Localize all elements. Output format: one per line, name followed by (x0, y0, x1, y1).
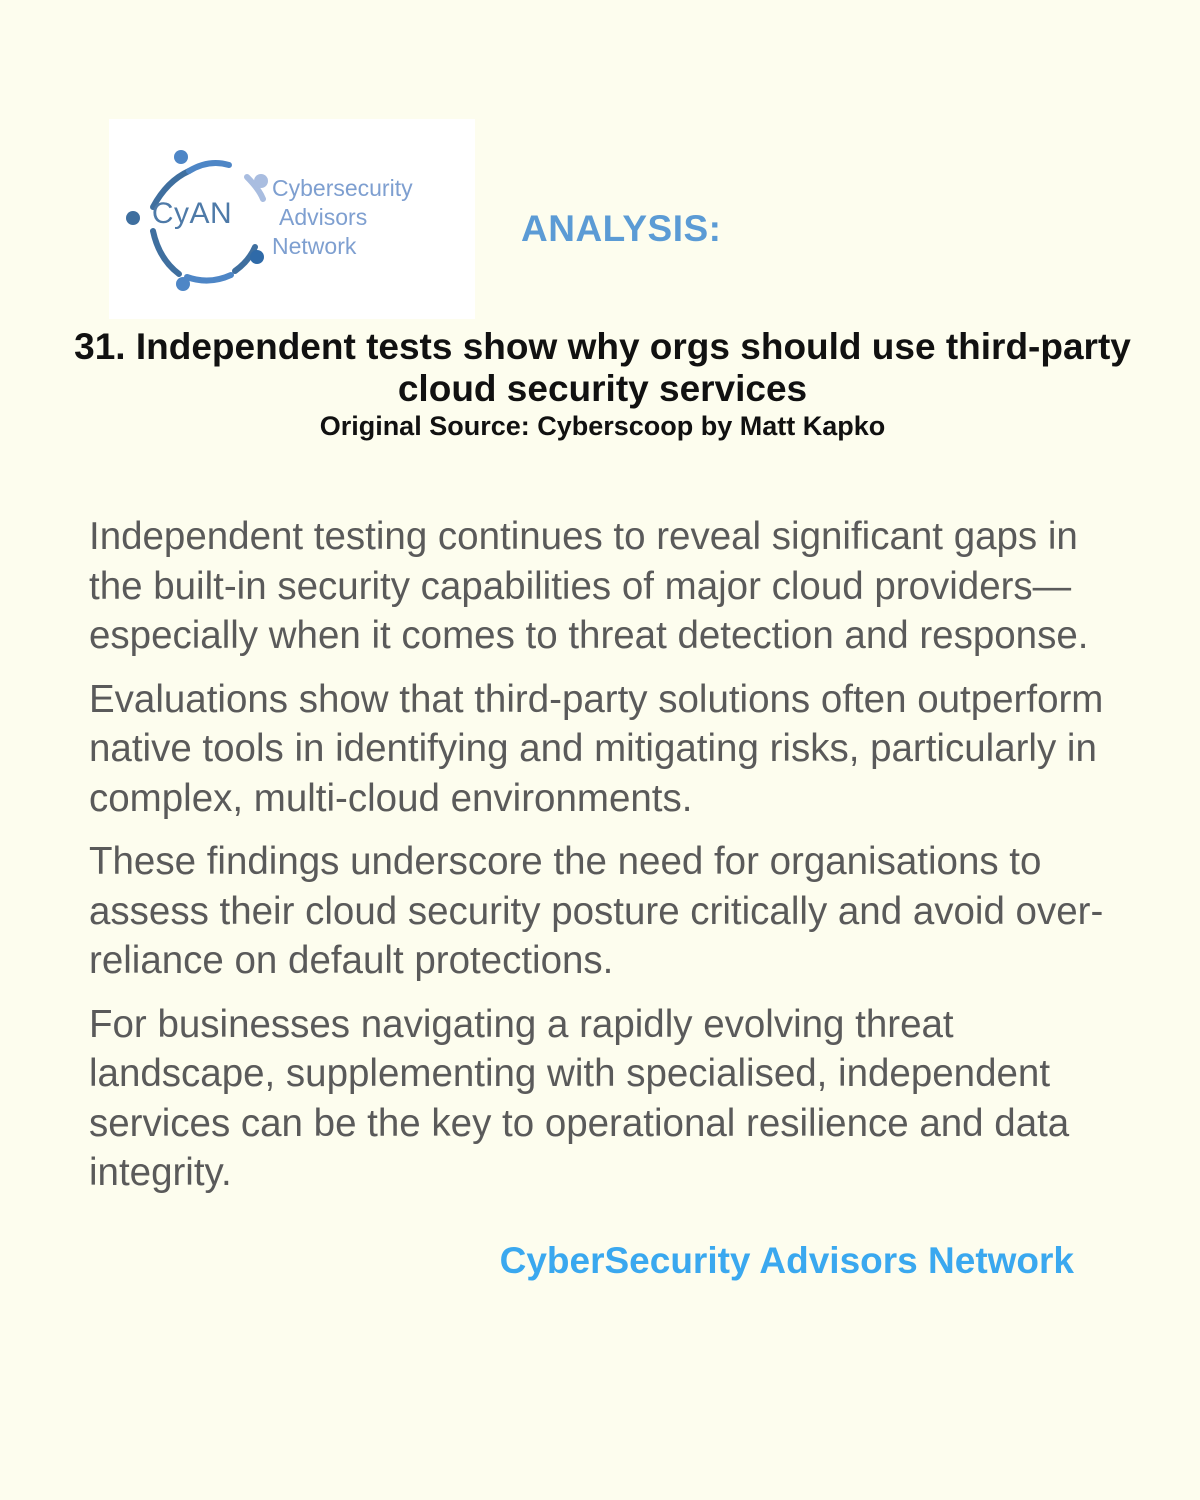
source-line: Original Source: Cyberscoop by Matt Kapko (319, 411, 886, 441)
footer-brand: CyberSecurity Advisors Network (499, 1240, 1074, 1281)
logo-mark: CyAN (151, 197, 233, 230)
logo-word-1: Cybersecurity (272, 175, 413, 201)
analysis-label: ANALYSIS: (521, 208, 722, 249)
logo-word-2: Advisors (279, 204, 368, 230)
article-title: 31. Independent tests show why orgs should use third-party cloud security services (74, 326, 1131, 409)
paragraph-1: Independent testing continues to reveal significant gaps in the built-in security capabilities of major cloud providers—especially when it comes to threat detection and response. (89, 515, 1089, 657)
article-body (89, 512, 1129, 1212)
logo-word-3: Network (272, 233, 357, 259)
paragraph-2: Evaluations show that third-party solutions often outperform native tools in identifying and mitigating risks, particularly in complex, multi-cloud environments. (89, 677, 1104, 820)
paragraph-4: For businesses navigating a rapidly evolving threat landscape, supplementing with specialised, independent services can be the key to operational resilience and data integrity. (89, 1002, 1070, 1194)
paragraph-3: These findings underscore the need for organisations to assess their cloud security posture critically and avoid over-reliance on default protections. (89, 840, 1104, 982)
